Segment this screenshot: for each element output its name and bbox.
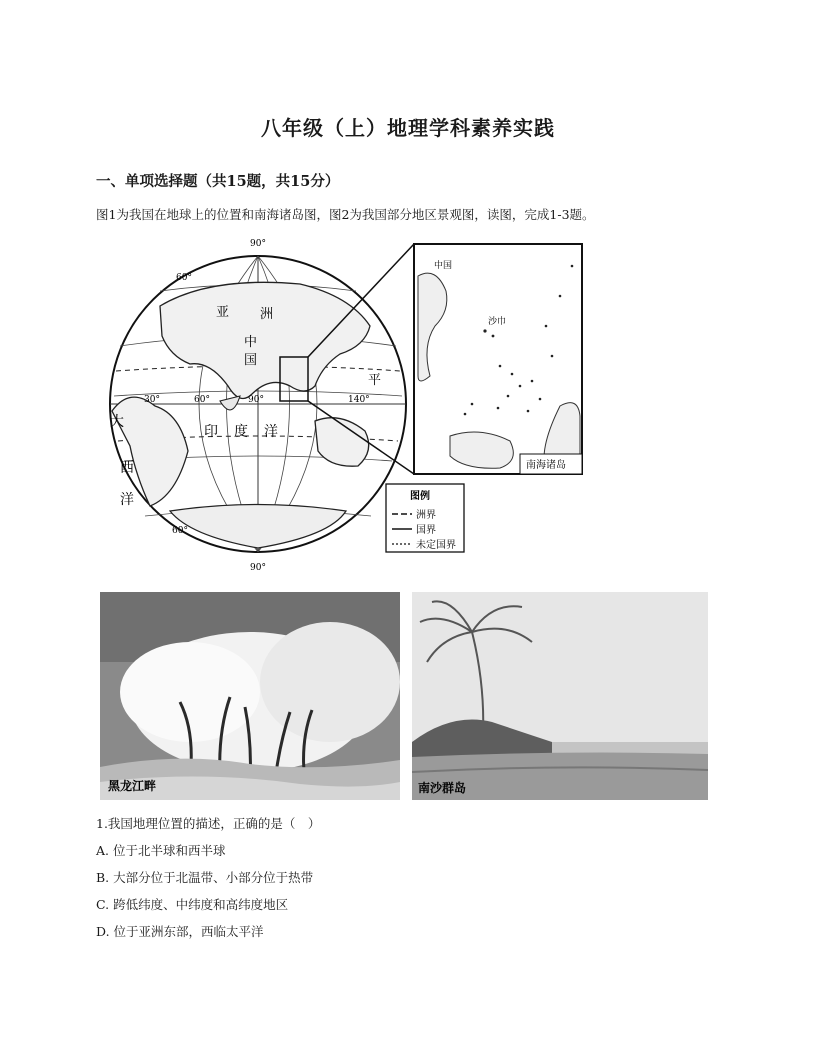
label-lon-140: 140° [348,395,370,405]
label-asia-2: 洲 [260,307,274,322]
label-lat-top: 90° [250,239,266,249]
label-lon-60: 60° [194,395,210,405]
legend-title: 图例 [410,491,430,502]
photo-nansha [412,592,708,800]
globe [110,239,406,573]
legend-item-continent: 洲界 [416,510,436,521]
photo-caption-right: 南沙群岛 [418,781,467,795]
question-intro: 图1为我国在地球上的位置和南海诸岛图，图2为我国部分地区景观图，读图，完成1-3题。 [96,207,595,222]
question-1-option-c: C. 跨低纬度、中纬度和高纬度地区 [96,897,289,912]
photo-heilongjiang-svg [100,592,400,800]
question-1-stem: 1.我国地理位置的描述，正确的是（ ） [96,816,321,831]
label-atlantic-1: 大 [110,414,124,430]
photo-heilongjiang [100,592,400,800]
label-pacific: 平 [368,373,382,388]
label-lat-bottom: 90° [250,563,266,573]
legend-item-border: 国界 [416,525,436,536]
label-ocean-1: 印 [204,424,218,440]
question-1-option-b: B. 大部分位于北温带、小部分位于热带 [96,870,314,885]
inset-title: 南海诸岛 [526,460,566,471]
map-legend [386,484,464,552]
inset-china-label: 中国 [434,261,453,271]
photo-caption-left: 黑龙江畔 [108,779,157,793]
label-lon-30: 30° [144,395,160,405]
inset-south-china-sea [414,244,582,474]
label-lat-60s: 60° [172,526,188,536]
label-asia-1: 亚 [216,305,230,320]
legend-item-undetermined: 未定国界 [416,540,456,551]
question-1-option-a: A. 位于北半球和西半球 [96,843,226,858]
inset-island-label: 沙巾 [488,317,507,327]
label-china-2: 国 [244,353,258,368]
label-atlantic-3: 洋 [120,492,134,508]
label-china: 中 [244,335,258,350]
photo-nansha-svg [412,592,708,800]
globe-map-svg [100,236,590,576]
figure-map [100,236,590,576]
label-ocean-2: 度 [234,424,248,440]
page-title: 八年级（上）地理学科素养实践 [261,116,555,140]
section-heading: 一、单项选择题（共15题，共15分） [96,173,340,190]
label-lat-60n: 60° [176,273,192,283]
label-atlantic-2: 西 [120,460,134,476]
label-lon-90: 90° [248,395,264,405]
question-1-option-d: D. 位于亚洲东部，西临太平洋 [96,924,264,939]
label-ocean-3: 洋 [264,424,278,440]
